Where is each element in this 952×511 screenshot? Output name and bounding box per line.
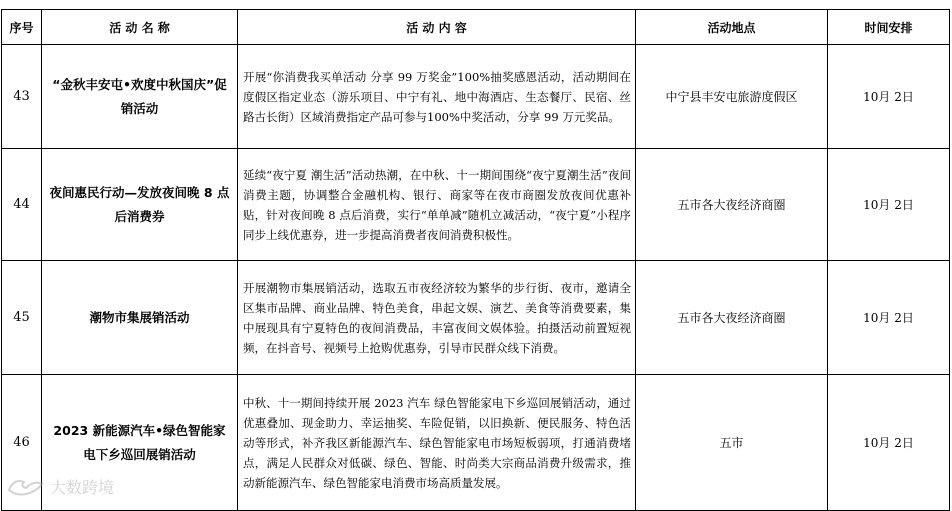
activity-time: 10月 2日 (828, 149, 950, 261)
table-row (2, 45, 950, 149)
header-row (2, 10, 950, 45)
activity-place: 五市 (636, 375, 828, 511)
activity-content: 中秋、十一期间持续开展 2023 汽车 绿色智能家电下乡巡回展销活动，通过优惠叠加、现金助力、幸运抽奖、车险促销，以旧换新、便民服务、特色活动等形式，补齐我区新能源汽车、绿色智能家电市场短板弱项，打通消费堵点，满足人民群众对低碳、绿色、智能、时尚类大宗商品消费升级需求，推动新能源汽车、绿色智能家电消费市场高质量发展。 (238, 375, 636, 511)
activity-place: 五市各大夜经济商圈 (636, 149, 828, 261)
header-no: 序号 (2, 10, 42, 45)
activity-content: 开展潮物市集展销活动，选取五市夜经济较为繁华的步行街、夜市，邀请全区集市品牌、商业品牌、特色美食，串起文娱、演艺、美食等消费要素，集中展现具有宁夏特色的夜间消费品，丰富夜间文娱体验。拍摄活动前置短视频，在抖音号、视频号上抢购优惠券，引导市民群众线下消费。 (238, 261, 636, 375)
row-number: 45 (2, 261, 42, 375)
activity-name: 夜间惠民行动—发放夜间晚 8 点后消费券 (42, 149, 238, 261)
activity-name: “金秋丰安屯•欢度中秋国庆”促销活动 (42, 45, 238, 149)
table-row (2, 375, 950, 511)
activity-content: 延续“夜宁夏 潮生活”活动热潮，在中秋、十一期间围绕“夜宁夏潮生活”夜间消费主题，协调整合金融机构、银行、商家等在夜市商圈发放夜间优惠补贴，针对夜间晚 8 点后消费，实行“单单减”随机立减活动，“夜宁夏”小程序同步上线优惠券，进一步提高消费者夜间消费积极性。 (238, 149, 636, 261)
activity-name: 潮物市集展销活动 (42, 261, 238, 375)
watermark-text: 大数跨境 (50, 477, 115, 497)
activity-time: 10月 2日 (828, 261, 950, 375)
activity-table (1, 9, 950, 511)
table-row (2, 149, 950, 261)
header-name: 活 动 名 称 (42, 10, 238, 45)
header-content: 活 动 内 容 (238, 10, 636, 45)
row-number: 43 (2, 45, 42, 149)
activity-place: 中宁县丰安屯旅游度假区 (636, 45, 828, 149)
header-place: 活动地点 (636, 10, 828, 45)
header-time: 时间安排 (828, 10, 950, 45)
activity-time: 10月 2日 (828, 375, 950, 511)
table-row (2, 261, 950, 375)
activity-content: 开展“你消费我买单活动 分享 99 万奖金”100%抽奖感恩活动，活动期间在度假区指定业态（游乐项目、中宁有礼、地中海酒店、生态餐厅、民宿、丝路古长街）区域消费指定产品可参与100%中奖活动，分享 99 万元奖品。 (238, 45, 636, 149)
watermark (6, 474, 114, 498)
activity-time: 10月 2日 (828, 45, 950, 149)
activity-name: 2023 新能源汽车•绿色智能家电下乡巡回展销活动 (42, 375, 238, 511)
row-number: 46 (2, 375, 42, 511)
activity-place: 五市各大夜经济商圈 (636, 261, 828, 375)
row-number: 44 (2, 149, 42, 261)
watermark-logo-icon (6, 474, 46, 498)
